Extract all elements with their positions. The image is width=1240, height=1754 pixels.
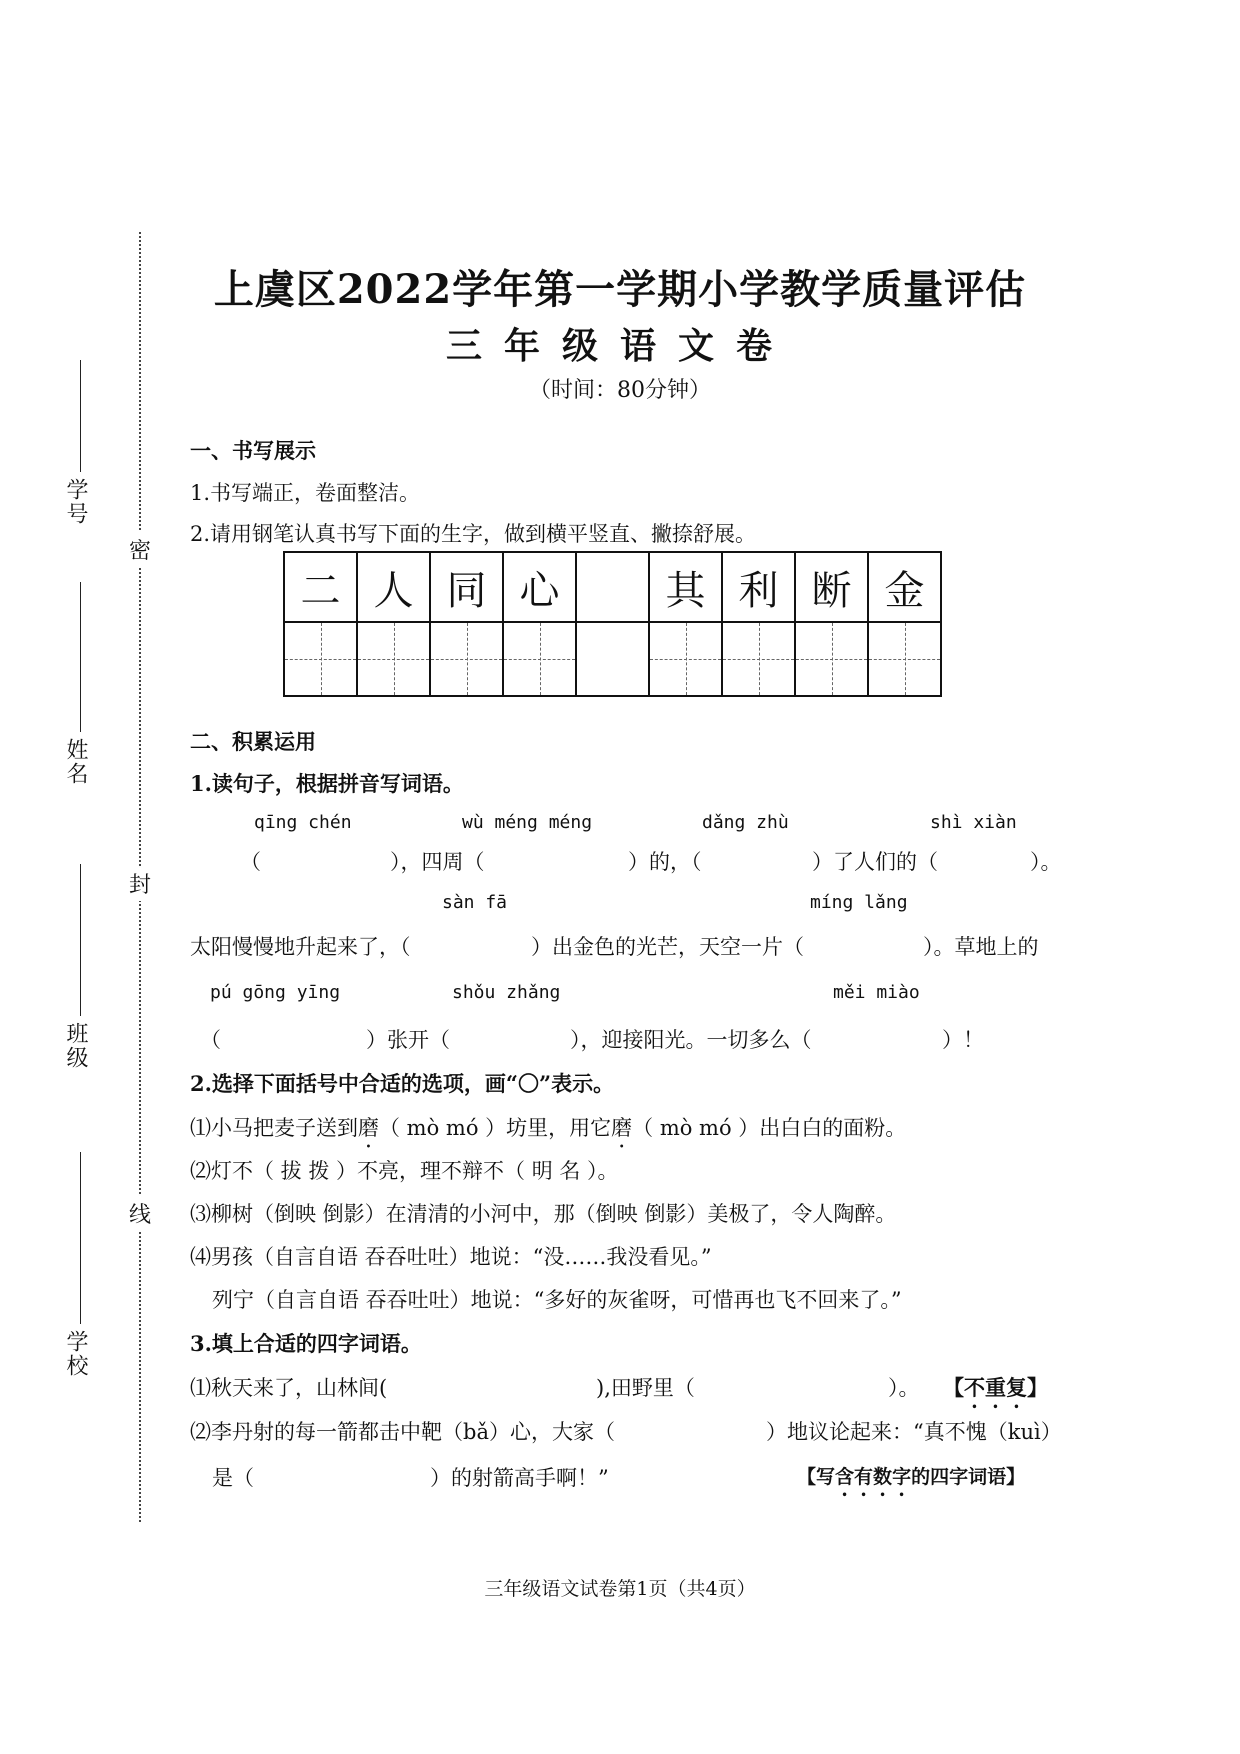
text: 【 (943, 1375, 964, 1400)
sentence-part: ），迎接阳光。一切多么（ (570, 1028, 812, 1052)
section1-q1: 1.书写端正，卷面整洁。 (190, 481, 421, 505)
choice-item-4: ⑷男孩（自言自语 吞吞吐吐）地说：“没……我没看见。” (190, 1245, 712, 1269)
model-char-blank (576, 552, 649, 622)
pinyin: qīng chén (254, 812, 352, 833)
choice-item-4b: 列宁（自言自语 吞吞吐吐）地说：“多好的灰雀呀，可惜再也飞不回来了。” (212, 1288, 902, 1312)
sentence-part: ）。 (1030, 850, 1062, 874)
model-char: 人 (357, 552, 430, 622)
note-no-repeat (943, 1372, 1048, 1402)
sentence-part: ），四周（ (390, 850, 485, 874)
seal-char-feng: 封 (129, 866, 151, 901)
seal-char-xian: 线 (129, 1196, 151, 1231)
sentence-part: ）张开（ (366, 1028, 450, 1052)
dotted-char: 数 (873, 1466, 893, 1488)
idiom-item-2a: ⑵李丹射的每一箭都击中靶（bǎ）心，大家（ (190, 1420, 615, 1444)
sentence-part: ）的，（ (628, 850, 702, 874)
school-line[interactable] (80, 1152, 81, 1324)
exam-time: （时间：80分钟） (529, 378, 711, 403)
choice-item-1 (190, 1112, 906, 1142)
pinyin: shǒu zhǎng (452, 982, 561, 1003)
tian-grid-cell[interactable] (284, 622, 357, 696)
dotted-char: 含 (835, 1466, 855, 1488)
tian-grid-cell[interactable] (430, 622, 503, 696)
sentence-part: ）。草地上的 (923, 935, 1039, 959)
model-char: 金 (868, 552, 941, 622)
model-char: 二 (284, 552, 357, 622)
dotted-char: 有 (854, 1466, 874, 1488)
note-number-idiom (797, 1462, 1025, 1489)
writing-grid (283, 551, 942, 697)
model-char: 其 (649, 552, 722, 622)
pinyin: dǎng zhù (702, 812, 789, 833)
name-label: 姓名 (63, 738, 88, 786)
exam-title: 上虞区2022学年第一学期小学教学质量评估 (213, 266, 1027, 313)
text: 的四字词语】 (911, 1466, 1026, 1488)
page-footer: 三年级语文试卷第1页（共4页） (484, 1578, 756, 1600)
school-label: 学校 (63, 1330, 88, 1378)
class-line[interactable] (80, 864, 81, 1016)
tian-grid-cell[interactable] (357, 622, 430, 696)
tian-grid-cell[interactable] (795, 622, 868, 696)
exam-subtitle: 三年级语文卷 (445, 325, 794, 367)
seal-char-mi: 密 (129, 532, 151, 567)
section1-q2: 2.请用钢笔认真书写下面的生字，做到横平竖直、撇捺舒展。 (190, 522, 757, 546)
text: 【写 (797, 1466, 836, 1488)
sentence-part: ）出金色的光芒，天空一片（ (531, 935, 804, 959)
pinyin: měi miào (833, 982, 920, 1003)
choice-item-2: ⑵灯不（ 拔 拨 ）不亮，理不辩不（ 明 名 ）。 (190, 1159, 619, 1183)
dotted-char: 不 (964, 1375, 985, 1400)
tian-grid-cell[interactable] (649, 622, 722, 696)
section2-q3-title: 3.填上合适的四字词语。 (190, 1331, 422, 1356)
pinyin: shì xiàn (930, 812, 1017, 833)
tian-grid-cell[interactable] (722, 622, 795, 696)
idiom-item-1b: ),田野里（ (596, 1376, 695, 1400)
idiom-item-3a: 是（ (212, 1466, 254, 1490)
text: 】 (1027, 1375, 1048, 1400)
idiom-item-1c: ）。 (888, 1376, 920, 1400)
pinyin: sàn fā (442, 892, 508, 913)
section2-q1-title: 1.读句子，根据拼音写词语。 (190, 771, 464, 796)
model-char: 利 (722, 552, 795, 622)
idiom-item-3b: ）的射箭高手啊！” (430, 1466, 609, 1490)
tian-grid-cell[interactable] (868, 622, 941, 696)
class-label: 班级 (63, 1022, 88, 1070)
name-line[interactable] (80, 582, 81, 732)
practice-row (284, 622, 941, 696)
dotted-char: 复 (1006, 1375, 1027, 1400)
section2-q2-title: 2.选择下面括号中合适的选项，画“〇”表示。 (190, 1071, 615, 1096)
text: ⑴小马把麦子送到 (190, 1116, 358, 1140)
blank-grid-cell (576, 622, 649, 696)
pinyin: pú gōng yīng (210, 982, 341, 1003)
dotted-char: 字 (892, 1466, 912, 1488)
dotted-char: 重 (985, 1375, 1006, 1400)
student-id-label: 学号 (63, 478, 88, 526)
sentence-part: （ (240, 850, 261, 874)
section1-heading: 一、书写展示 (190, 438, 316, 463)
idiom-item-1a: ⑴秋天来了，山林间( (190, 1376, 388, 1400)
model-char-row (284, 552, 941, 622)
text: （ mò mó ）出白白的面粉。 (632, 1116, 907, 1140)
model-char: 断 (795, 552, 868, 622)
sentence-part: ）了人们的（ (812, 850, 938, 874)
choice-item-3: ⑶柳树（倒映 倒影）在清清的小河中，那（倒映 倒影）美极了，令人陶醉。 (190, 1202, 897, 1226)
model-char: 心 (503, 552, 576, 622)
sentence-part: （ (200, 1028, 221, 1052)
sentence-part: 太阳慢慢地升起来了，（ (190, 935, 411, 959)
model-char: 同 (430, 552, 503, 622)
idiom-item-2b: ）地议论起来：“真不愧（kuì） (766, 1420, 1062, 1444)
dotted-char: 磨 (358, 1116, 379, 1140)
pinyin: míng lǎng (810, 892, 908, 913)
tian-grid-cell[interactable] (503, 622, 576, 696)
pinyin: wù méng méng (462, 812, 593, 833)
section2-heading: 二、积累运用 (190, 729, 316, 754)
sentence-part: ）！ (942, 1028, 984, 1052)
dotted-char: 磨 (611, 1116, 633, 1140)
text: （ mò mó ）坊里，用它 (379, 1116, 612, 1140)
